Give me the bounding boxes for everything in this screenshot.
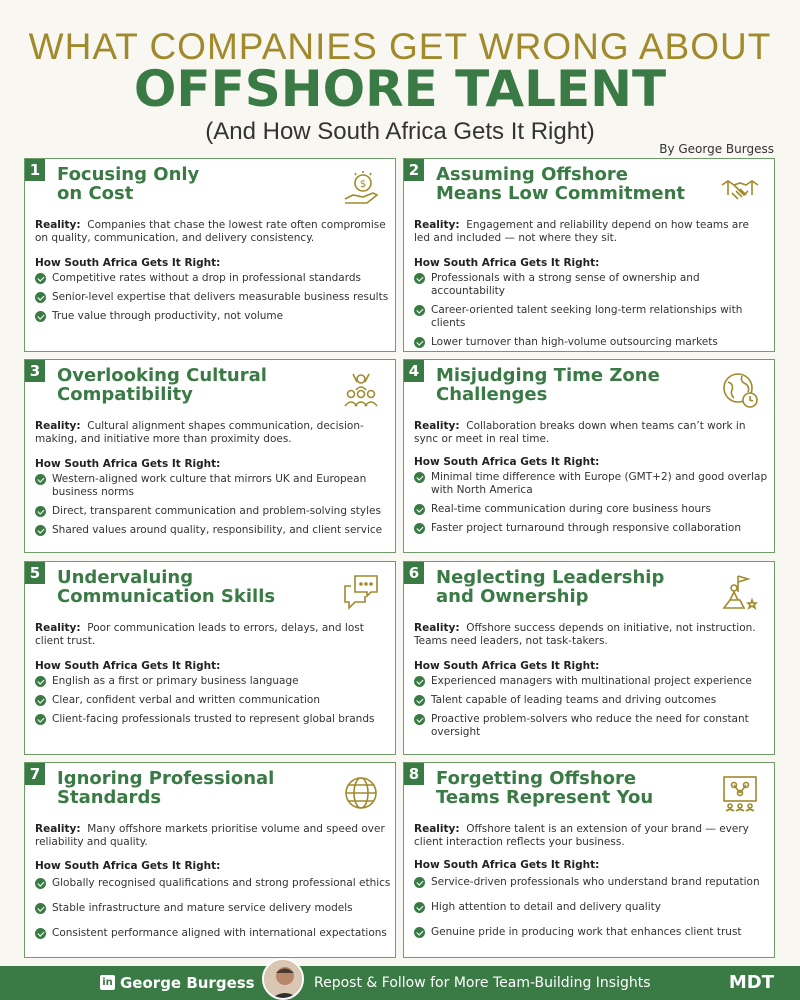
card-number: 6 — [404, 562, 424, 584]
bullet-list — [414, 272, 770, 355]
subheading: How South Africa Gets It Right: — [35, 660, 221, 672]
card-7 — [24, 762, 396, 958]
subheading: How South Africa Gets It Right: — [35, 458, 221, 470]
list-item: Proactive problem-solvers who reduce the need for constant oversight — [414, 713, 770, 739]
bullet-list — [35, 473, 391, 543]
list-item: Globally recognised qualifications and strong professional ethics — [35, 877, 391, 890]
list-item: Faster project turnaround through responsive collaboration — [414, 522, 770, 535]
check-icon — [35, 525, 46, 536]
money-hand-icon — [341, 169, 381, 209]
avatar — [262, 958, 304, 1000]
check-icon — [35, 903, 46, 914]
subheading: How South Africa Gets It Right: — [35, 257, 221, 269]
check-icon — [35, 714, 46, 725]
check-icon — [35, 292, 46, 303]
list-item: Consistent performance aligned with international expectations — [35, 927, 391, 940]
reality-text: Reality: Offshore success depends on initiative, not instruction. Teams need leaders, not task-takers. — [414, 622, 756, 647]
bullet-list — [35, 675, 391, 732]
chat-bubbles-icon — [341, 572, 381, 612]
card-3 — [24, 359, 396, 553]
card-title: Undervaluing Communication Skills — [57, 567, 276, 607]
card-number: 4 — [404, 360, 424, 382]
mdt-logo: MDT — [728, 972, 774, 993]
check-icon — [35, 506, 46, 517]
byline: By George Burgess — [659, 142, 774, 156]
card-number: 2 — [404, 159, 424, 181]
bullet-list — [35, 272, 391, 329]
check-icon — [35, 311, 46, 322]
check-icon — [35, 474, 46, 485]
reality-text: Reality: Companies that chase the lowest rate often compromise on quality, communication, and delivery consistency. — [35, 219, 386, 244]
person-avatar-icon — [264, 960, 304, 1000]
check-icon — [35, 676, 46, 687]
list-item: Direct, transparent communication and problem-solving styles — [35, 505, 391, 518]
check-icon — [35, 695, 46, 706]
list-item: Lower turnover than high-volume outsourcing markets — [414, 336, 770, 349]
card-title: Ignoring Professional Standards — [57, 768, 275, 808]
card-1 — [24, 158, 396, 352]
card-number: 1 — [25, 159, 45, 181]
card-title: Neglecting Leadership and Ownership — [436, 567, 665, 607]
bullet-list — [414, 471, 770, 541]
list-item: Experienced managers with multinational project experience — [414, 675, 770, 688]
reality-text: Reality: Offshore talent is an extension of your brand — every client interaction reflects your business. — [414, 823, 749, 848]
check-icon — [35, 273, 46, 284]
card-6 — [403, 561, 775, 755]
card-4 — [403, 359, 775, 553]
check-icon — [414, 676, 425, 687]
check-icon — [35, 878, 46, 889]
check-icon — [414, 695, 425, 706]
header — [0, 0, 800, 160]
title-top: WHAT COMPANIES GET WRONG ABOUT — [28, 26, 772, 67]
list-item: Real-time communication during core business hours — [414, 503, 770, 516]
list-item: Minimal time difference with Europe (GMT+2) and good overlap with North America — [414, 471, 770, 497]
list-item: High attention to detail and delivery quality — [414, 901, 770, 914]
footer-cta: Repost & Follow for More Team-Building Insights — [314, 975, 651, 991]
reality-text: Reality: Collaboration breaks down when teams can’t work in sync or meet in real time. — [414, 420, 746, 445]
author-name[interactable]: George Burgess — [120, 974, 255, 992]
subheading: How South Africa Gets It Right: — [414, 456, 600, 468]
check-icon — [414, 273, 425, 284]
list-item: Stable infrastructure and mature service delivery models — [35, 902, 391, 915]
card-number: 7 — [25, 763, 45, 785]
title-main: OFFSHORE TALENT — [133, 60, 667, 118]
presentation-team-icon — [720, 773, 760, 813]
list-item: Client-facing professionals trusted to represent global brands — [35, 713, 391, 726]
svg-text:$: $ — [359, 179, 367, 190]
card-title: Overlooking Cultural Compatibility — [57, 365, 267, 405]
handshake-icon — [720, 169, 760, 209]
list-item: Western-aligned work culture that mirrors UK and European business norms — [35, 473, 391, 499]
list-item: Genuine pride in producing work that enhances client trust — [414, 926, 770, 939]
leader-flag-icon — [720, 572, 760, 612]
title-subtitle: (And How South Africa Gets It Right) — [205, 118, 595, 145]
list-item: Clear, confident verbal and written communication — [35, 694, 391, 707]
list-item: Shared values around quality, responsibility, and client service — [35, 524, 391, 537]
card-title: Focusing Only on Cost — [57, 164, 200, 204]
bullet-list — [414, 675, 770, 745]
check-icon — [414, 877, 425, 888]
check-icon — [414, 305, 425, 316]
card-5 — [24, 561, 396, 755]
subheading: How South Africa Gets It Right: — [414, 859, 600, 871]
list-item: English as a first or primary business language — [35, 675, 391, 688]
bullet-list — [35, 877, 391, 946]
list-item: Competitive rates without a drop in professional standards — [35, 272, 391, 285]
check-icon — [414, 902, 425, 913]
check-icon — [414, 523, 425, 534]
check-icon — [414, 337, 425, 348]
globe-network-icon — [341, 773, 381, 813]
card-title: Forgetting Offshore Teams Represent You — [436, 768, 654, 808]
linkedin-icon[interactable]: in — [100, 975, 115, 990]
list-item: Service-driven professionals who understand brand reputation — [414, 876, 770, 889]
list-item: Professionals with a strong sense of ownership and accountability — [414, 272, 770, 298]
reality-text: Reality: Cultural alignment shapes communication, decision-making, and initiative more than proximity does. — [35, 420, 364, 445]
subheading: How South Africa Gets It Right: — [414, 660, 600, 672]
subheading: How South Africa Gets It Right: — [35, 860, 221, 872]
check-icon — [414, 472, 425, 483]
team-icon — [341, 370, 381, 410]
list-item: Talent capable of leading teams and driving outcomes — [414, 694, 770, 707]
list-item: True value through productivity, not volume — [35, 310, 391, 323]
card-number: 5 — [25, 562, 45, 584]
check-icon — [35, 928, 46, 939]
bullet-list — [414, 876, 770, 945]
subheading: How South Africa Gets It Right: — [414, 257, 600, 269]
reality-text: Reality: Engagement and reliability depend on how teams are led and included — not where they sit. — [414, 219, 749, 244]
list-item: Senior-level expertise that delivers measurable business results — [35, 291, 391, 304]
globe-clock-icon — [720, 370, 760, 410]
footer — [0, 966, 800, 1000]
card-number: 3 — [25, 360, 45, 382]
card-title: Misjudging Time Zone Challenges — [436, 365, 660, 405]
check-icon — [414, 504, 425, 515]
card-title: Assuming Offshore Means Low Commitment — [436, 164, 686, 204]
card-number: 8 — [404, 763, 424, 785]
card-2 — [403, 158, 775, 352]
reality-text: Reality: Poor communication leads to errors, delays, and lost client trust. — [35, 622, 364, 647]
card-8 — [403, 762, 775, 958]
check-icon — [414, 927, 425, 938]
reality-text: Reality: Many offshore markets prioritise volume and speed over reliability and quality. — [35, 823, 385, 848]
list-item: Career-oriented talent seeking long-term relationships with clients — [414, 304, 770, 330]
check-icon — [414, 714, 425, 725]
